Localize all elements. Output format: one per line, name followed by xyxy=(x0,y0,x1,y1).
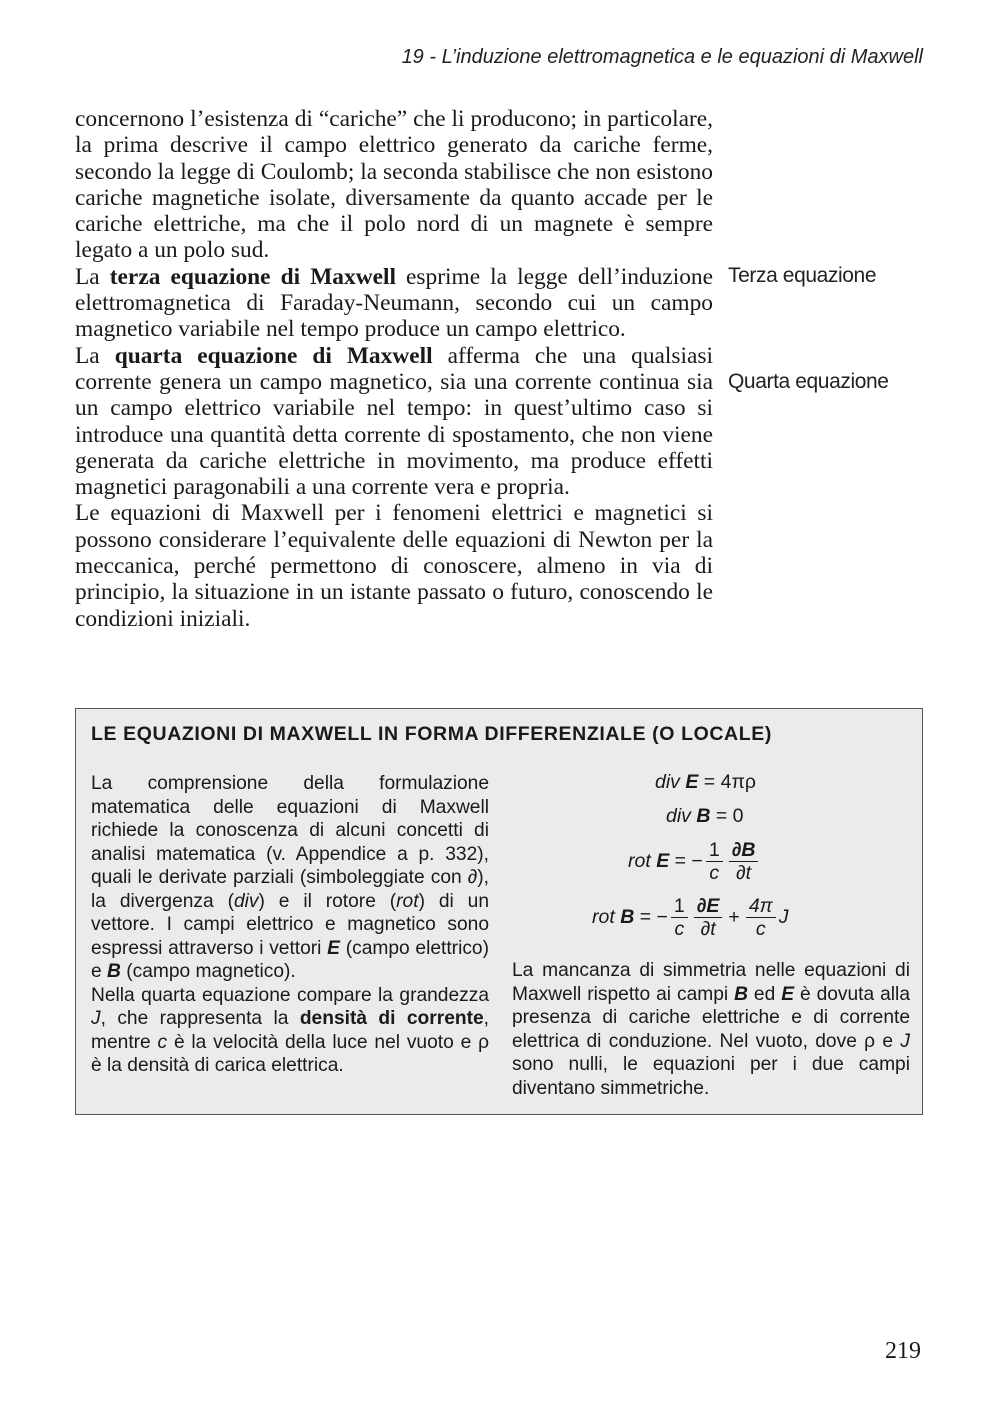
box-title: LE EQUAZIONI DI MAXWELL IN FORMA DIFFERENZIALE (O LOCALE) xyxy=(91,723,772,745)
vector-e: E xyxy=(685,771,699,793)
symbol-j: J xyxy=(900,1030,910,1052)
box-left-column xyxy=(91,772,489,1078)
equation-div-e xyxy=(655,771,756,794)
fraction-db-dt xyxy=(729,839,759,884)
text: (campo elettrico) e xyxy=(91,937,489,982)
text: sono nulli, le equazioni per i due campi diventano simmetriche. xyxy=(512,1054,910,1099)
equals-minus: = − xyxy=(674,850,703,872)
page-number: 219 xyxy=(885,1338,921,1364)
text: (campo magnetico). xyxy=(120,961,296,982)
term-densita-corrente: densità di corrente xyxy=(299,1008,484,1029)
vector-e: E xyxy=(656,850,670,872)
numerator: 1 xyxy=(671,895,688,918)
symbol-c: c xyxy=(157,1031,168,1053)
equation-rot-e xyxy=(628,839,761,884)
equation-div-b xyxy=(666,805,744,828)
equation-rot-b xyxy=(592,895,788,940)
vector-b: B xyxy=(620,906,635,928)
paragraph-4: Le equazioni di Maxwell per i fenomeni elettrici e magnetici si possono considerare l’equivalente delle equazioni di Newton per la meccanica, perché permettono di conoscere, almeno in via di principio, la situazione in un istante passato o futuro, conoscendo le condizioni iniziali. xyxy=(75,500,713,632)
div-operator: div xyxy=(666,805,691,827)
denominator: ∂t xyxy=(700,918,716,940)
running-head: 19 - L’induzione elettromagnetica e le equazioni di Maxwell xyxy=(401,46,923,68)
numerator: 1 xyxy=(706,839,723,862)
margin-note-terza: Terza equazione xyxy=(728,264,877,287)
eq1-rhs: = 4πρ xyxy=(703,771,756,793)
fraction-4pi-over-c xyxy=(746,895,776,940)
rot-operator: rot xyxy=(628,850,651,872)
symbol-j: J xyxy=(91,1008,101,1029)
vector-e: E xyxy=(781,983,795,1005)
text: , mentre xyxy=(91,1008,489,1053)
p3-post: afferma che una qualsiasi corrente genera un campo magnetico, sia una corrente continua sia un campo elettrico variabile nel tempo: in quest’ultimo caso si introduce una quantità detta corrente di spostamento, che non viene generata da cariche elettriche in movimento, ma produce effetti magnetici paragonabili a una corrente vera e propria. xyxy=(75,342,713,501)
maxwell-equations-box xyxy=(75,708,923,1115)
margin-note-quarta: Quarta equazione xyxy=(728,370,889,393)
paragraph-1: concernono l’esistenza di “cariche” che li producono; in particolare, la prima descrive il campo elettrico generato da cariche ferme, secondo la legge di Coulomb; la seconda stabilisce che non esistono cariche magnetiche isolate, diversamente da quanto accade per le cariche elettriche, ma che il polo nord di un magnete è sempre legato a un polo sud. xyxy=(75,106,713,264)
rot-term: rot xyxy=(396,890,419,912)
vector-b: B xyxy=(734,983,748,1005)
text: è la velocità della luce nel vuoto e ρ è la densità di carica elettrica. xyxy=(91,1031,489,1076)
p2-pre: La xyxy=(75,263,110,290)
text: ) e il rotore ( xyxy=(258,890,397,912)
text: Nella quarta equazione compare la grandezza xyxy=(91,984,489,1006)
plus-sign: + xyxy=(728,906,740,928)
paragraph-2 xyxy=(75,264,713,343)
text: ed xyxy=(747,983,782,1005)
text: è dovuta alla presenza di cariche elettriche e di corrente elettrica di conduzione. Nel vuoto, dove ρ e xyxy=(512,983,910,1052)
box-left-paragraph-2 xyxy=(91,984,489,1078)
rot-operator: rot xyxy=(592,906,615,928)
numerator: 4π xyxy=(746,895,776,918)
box-right-column xyxy=(512,959,910,1100)
denominator: c xyxy=(709,862,720,884)
box-left-paragraph-1 xyxy=(91,772,489,984)
denominator: c xyxy=(755,918,766,940)
paragraph-3 xyxy=(75,343,713,501)
p3-pre: La xyxy=(75,342,115,369)
fraction-de-dt xyxy=(694,895,723,940)
text: La comprensione della formulazione matematica delle equazioni di Maxwell richiede la conoscenza di alcuni concetti di analisi matematica (v. Appendice a p. 332), quali le derivate parziali (simboleggiate con ∂), la divergenza ( xyxy=(91,773,489,912)
p2-post: esprime la legge dell’induzione elettromagnetica di Faraday-Neumann, secondo cui un campo magnetico variabile nel tempo produce un campo elettrico. xyxy=(75,263,713,343)
text: La mancanza di simmetria nelle equazioni di Maxwell rispetto ai campi xyxy=(512,960,910,1005)
text: ) di un vettore. I campi elettrico e magnetico sono espressi attraverso i vettori xyxy=(91,890,489,959)
symbol-j: J xyxy=(778,906,789,928)
maxwell-formulas xyxy=(512,769,910,954)
numerator: ∂B xyxy=(729,839,759,862)
denominator: ∂t xyxy=(736,862,752,884)
equals-minus: = − xyxy=(639,906,668,928)
fraction-one-over-c xyxy=(706,839,723,884)
vector-b: B xyxy=(107,961,121,982)
vector-e: E xyxy=(327,937,340,959)
body-text xyxy=(75,106,713,632)
vector-b: B xyxy=(696,805,711,827)
term-terza-equazione: terza equazione di Maxwell xyxy=(109,263,396,290)
text: , che rappresenta la xyxy=(100,1008,300,1029)
box-right-paragraph xyxy=(512,959,910,1100)
numerator: ∂E xyxy=(694,895,723,918)
term-quarta-equazione: quarta equazione di Maxwell xyxy=(114,342,433,369)
denominator: c xyxy=(674,918,685,940)
div-term: div xyxy=(233,890,259,912)
eq2-rhs: = 0 xyxy=(715,805,744,827)
div-operator: div xyxy=(655,771,680,793)
fraction-one-over-c xyxy=(671,895,688,940)
